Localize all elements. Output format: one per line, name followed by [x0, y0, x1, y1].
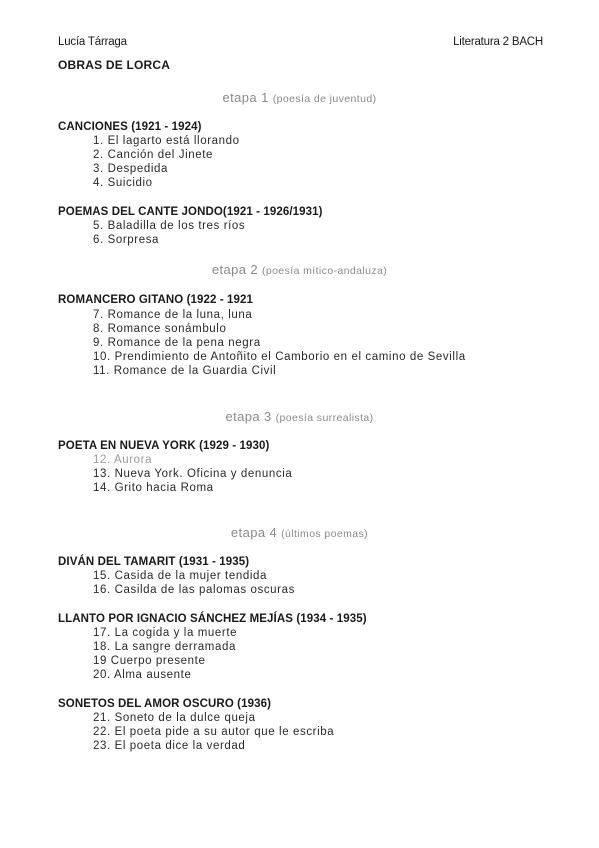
stage-label: etapa 1	[222, 90, 269, 105]
poem-item: 19 Cuerpo presente	[93, 655, 206, 667]
stage-subtitle: (últimos poemas)	[281, 528, 369, 540]
work-title-divan-del-tamarit: DIVÁN DEL TAMARIT (1931 - 1935)	[58, 556, 250, 568]
stage-label: etapa 4	[230, 525, 278, 540]
poem-item: 4. Suicidio	[93, 177, 153, 189]
stage-heading-4	[0, 525, 599, 540]
author-name: Lucía Tárraga	[58, 36, 127, 48]
poem-item: 5. Baladilla de los tres ríos	[93, 220, 246, 232]
poem-item: 12. Aurora	[93, 454, 153, 466]
poem-item: 15. Casida de la mujer tendida	[93, 570, 267, 582]
poem-item: 14. Grito hacia Roma	[93, 482, 214, 494]
stage-label: etapa 2	[211, 262, 258, 277]
poem-item: 20. Alma ausente	[93, 669, 192, 681]
stage-heading-1	[0, 90, 599, 105]
stage-label: etapa 3	[225, 409, 272, 424]
work-title-canciones: CANCIONES (1921 - 1924)	[58, 121, 202, 133]
work-title-romancero-gitano: ROMANCERO GITANO (1922 - 1921	[58, 294, 254, 306]
poem-item: 2. Canción del Jinete	[93, 149, 214, 161]
work-title-poeta-en-nueva-york: POETA EN NUEVA YORK (1929 - 1930)	[58, 440, 270, 452]
poem-item: 16. Casilda de las palomas oscuras	[93, 584, 295, 596]
poem-item: 10. Prendimiento de Antoñito el Camborio en el camino de Sevilla	[93, 351, 466, 363]
poem-item: 6. Sorpresa	[93, 234, 160, 246]
poem-item: 11. Romance de la Guardia Civil	[93, 365, 277, 377]
poem-item: 7. Romance de la luna, luna	[93, 309, 253, 321]
poem-item: 3. Despedida	[93, 163, 168, 175]
stage-subtitle: (poesía de juventud)	[272, 93, 377, 105]
poem-item: 22. El poeta pide a su autor que le escriba	[93, 726, 335, 738]
stage-subtitle: (poesía mítico-andaluza)	[262, 265, 388, 277]
poem-item: 8. Romance sonámbulo	[93, 323, 227, 335]
work-title-llanto: LLANTO POR IGNACIO SÁNCHEZ MEJÍAS (1934 - 1935)	[58, 613, 367, 625]
poem-item: 21. Soneto de la dulce queja	[93, 712, 256, 724]
poem-item: 17. La cogida y la muerte	[93, 627, 238, 639]
course-name: Literatura 2 BACH	[453, 36, 543, 48]
poem-item: 18. La sangre derramada	[93, 641, 236, 653]
stage-heading-2	[0, 262, 599, 277]
work-title-sonetos: SONETOS DEL AMOR OSCURO (1936)	[58, 698, 272, 710]
work-title-cante-jondo: POEMAS DEL CANTE JONDO(1921 - 1926/1931)	[58, 206, 323, 218]
poem-item: 9. Romance de la pena negra	[93, 337, 261, 349]
stage-subtitle: (poesía surrealista)	[275, 412, 374, 424]
poem-item: 23. El poeta dice la verdad	[93, 740, 246, 752]
poem-item: 1. El lagarto está llorando	[93, 135, 240, 147]
stage-heading-3	[0, 409, 599, 424]
poem-item: 13. Nueva York. Oficina y denuncia	[93, 468, 293, 480]
document-title: OBRAS DE LORCA	[58, 58, 171, 72]
